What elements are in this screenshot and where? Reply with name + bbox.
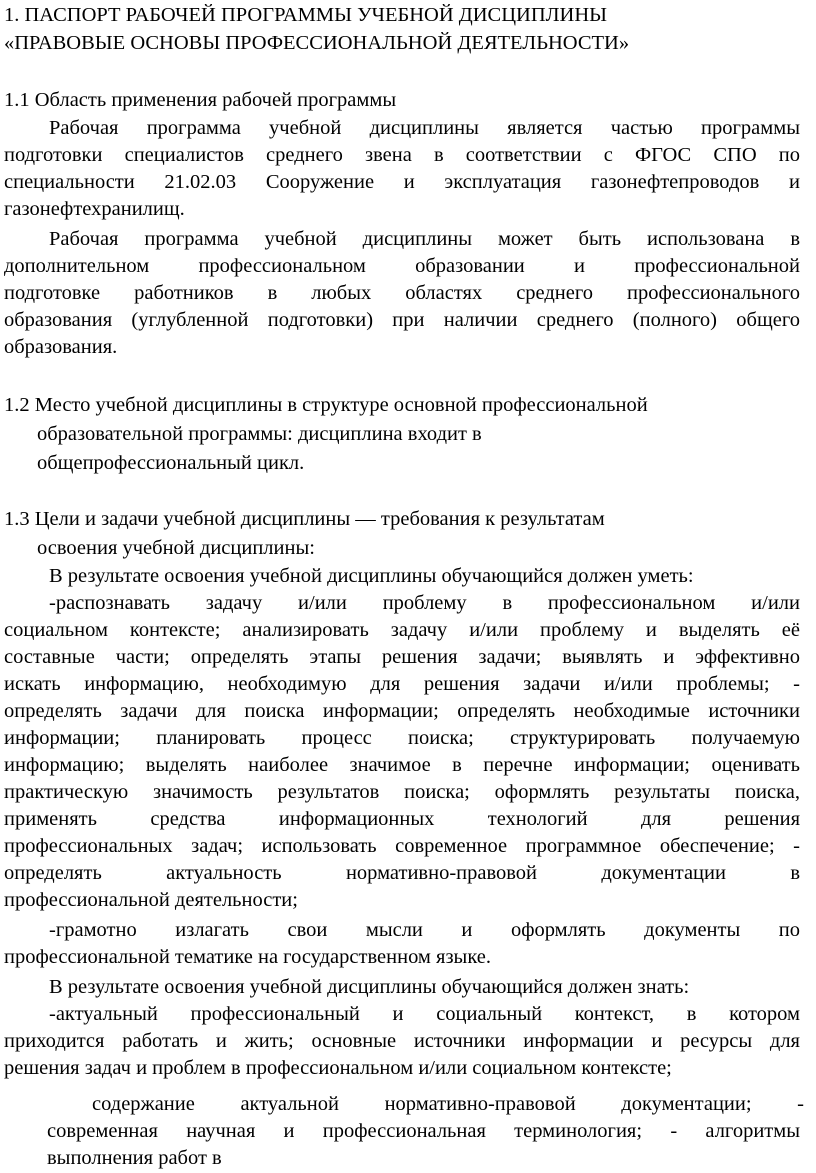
section-1-3-heading: 1.3 Цели и задачи учебной дисциплины — требования к результатам xyxy=(4,508,605,530)
paragraph-line: информацию; выделять наиболее значимое в перечне информации; оценивать xyxy=(4,754,800,776)
section-1-3-heading-cont: освоения учебной дисциплины: xyxy=(37,537,315,559)
title-line-2: «ПРАВОВЫЕ ОСНОВЫ ПРОФЕССИОНАЛЬНОЙ ДЕЯТЕЛЬНОСТИ» xyxy=(4,32,630,54)
paragraph-line: искать информацию, необходимую для решения задачи и/или проблемы; - xyxy=(4,673,800,695)
paragraph-line: применять средства информационных технологий для решения xyxy=(4,808,800,830)
title-line-1: 1. ПАСПОРТ РАБОЧЕЙ ПРОГРАММЫ УЧЕБНОЙ ДИСЦИПЛИНЫ xyxy=(4,4,608,26)
paragraph-line: специальности 21.02.03 Сооружение и эксплуатация газонефтепроводов и xyxy=(4,171,800,193)
paragraph-line: -актуальный профессиональный и социальный контекст, в котором xyxy=(49,1003,800,1025)
paragraph-line: определять актуальность нормативно-правовой документации в xyxy=(4,862,800,884)
paragraph-line: решения задач и проблем в профессиональном и/или социальном контексте; xyxy=(4,1057,672,1079)
paragraph-line: -распознавать задачу и/или проблему в профессиональном и/или xyxy=(49,592,800,614)
section-1-2-heading: 1.2 Место учебной дисциплины в структуре основной профессиональной xyxy=(4,394,648,416)
paragraph-line: газонефтехранилищ. xyxy=(4,198,185,220)
paragraph-line: Рабочая программа учебной дисциплины может быть использована в xyxy=(49,228,800,250)
paragraph-line: выполнения работ в xyxy=(47,1147,222,1169)
skills-intro: В результате освоения учебной дисциплины обучающийся должен уметь: xyxy=(49,565,694,587)
paragraph-line: Рабочая программа учебной дисциплины является частью программы xyxy=(49,117,800,139)
paragraph-line: образования (углубленной подготовки) при наличии среднего (полного) общего xyxy=(4,309,800,331)
paragraph-line: составные части; определять этапы решения задачи; выявлять и эффективно xyxy=(4,646,800,668)
paragraph-line: практическую значимость результатов поиска; оформлять результаты поиска, xyxy=(4,781,800,803)
paragraph-line: дополнительном профессиональном образовании и профессиональной xyxy=(4,255,800,277)
paragraph-line: информации; планировать процесс поиска; структурировать получаемую xyxy=(4,727,800,749)
paragraph-line: социальном контексте; анализировать задачу и/или проблему и выделять её xyxy=(4,619,800,641)
paragraph-line: приходится работать и жить; основные источники информации и ресурсы для xyxy=(4,1030,800,1052)
paragraph-line: образования. xyxy=(4,336,118,358)
section-1-2-heading-cont: образовательной программы: дисциплина входит в xyxy=(37,423,482,445)
paragraph-line: определять задачи для поиска информации; определять необходимые источники xyxy=(4,700,800,722)
paragraph-line: -грамотно излагать свои мысли и оформлять документы по xyxy=(49,919,800,941)
paragraph-line: современная научная и профессиональная терминология; - алгоритмы xyxy=(47,1120,800,1142)
paragraph-line: профессиональной деятельности; xyxy=(4,889,298,911)
paragraph-line: содержание актуальной нормативно-правовой документации; - xyxy=(92,1093,804,1115)
knowledge-intro: В результате освоения учебной дисциплины обучающийся должен знать: xyxy=(49,976,690,998)
section-1-2-heading-cont: общепрофессиональный цикл. xyxy=(37,452,305,474)
paragraph-line: профессиональной тематике на государственном языке. xyxy=(4,946,491,968)
paragraph-line: подготовки специалистов среднего звена в соответствии с ФГОС СПО по xyxy=(4,144,800,166)
section-1-1-heading: 1.1 Область применения рабочей программы xyxy=(4,89,397,111)
paragraph-line: профессиональных задач; использовать современное программное обеспечение; - xyxy=(4,835,800,857)
paragraph-line: подготовке работников в любых областях среднего профессионального xyxy=(4,282,800,304)
